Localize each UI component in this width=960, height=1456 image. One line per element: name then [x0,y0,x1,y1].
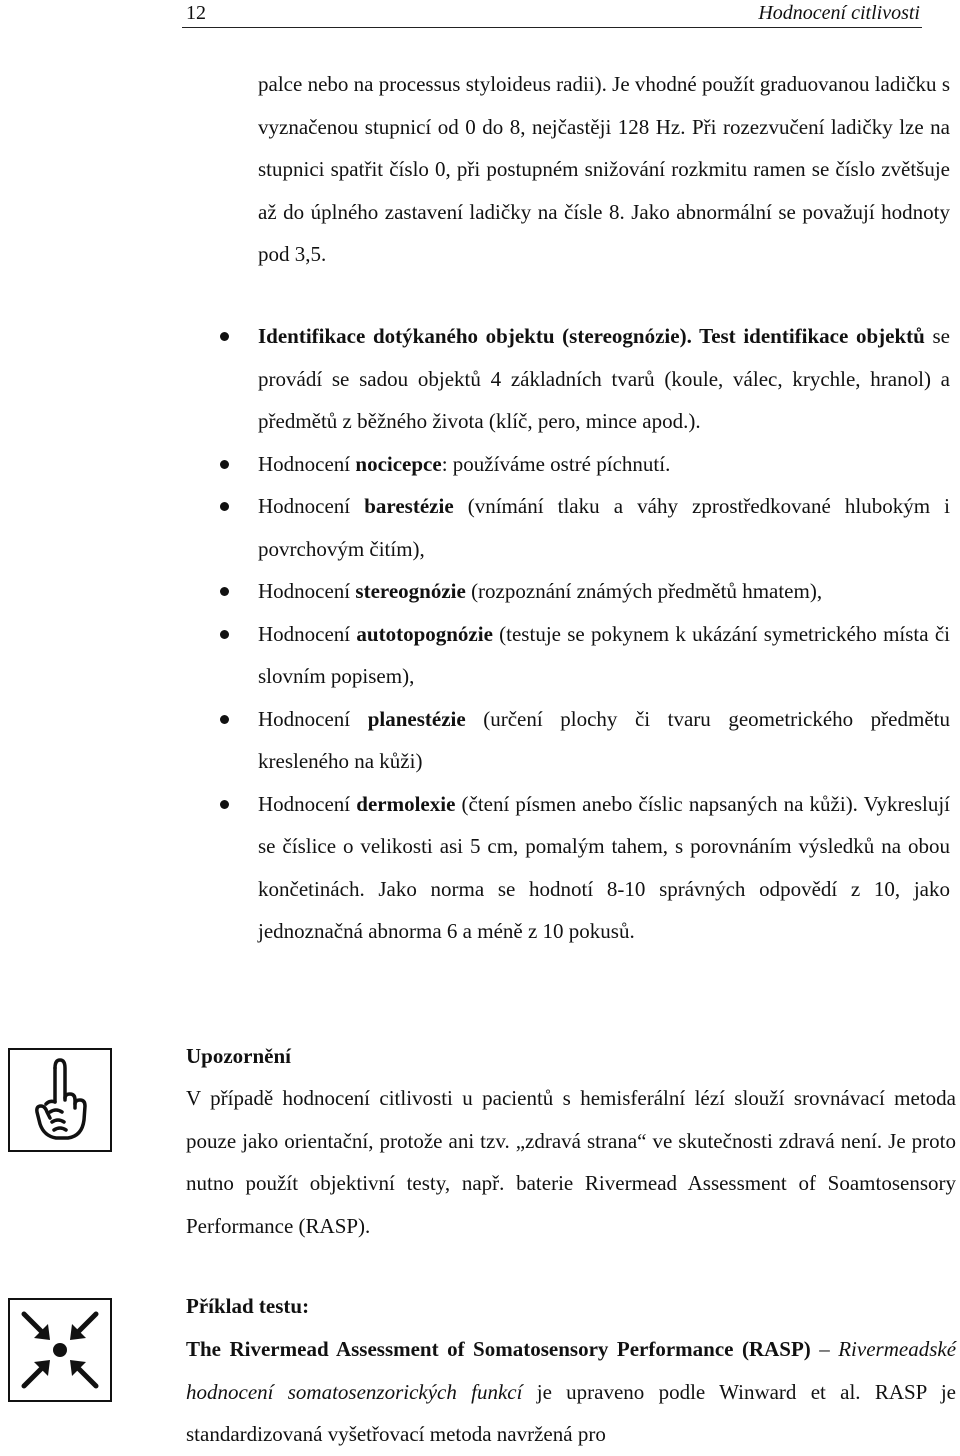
pointing-finger-icon [8,1048,112,1152]
list-item: Hodnocení planestézie (určení plochy či tvaru geometrického předmětu kresleného na kůži) [216,698,950,783]
warning-text: V případě hodnocení citlivosti u pacientů s hemisferální lézí slouží srovnávací metoda pouze jako orientační, protože ani tzv. „zdravá strana“ ve skutečnosti zdravá není. Je proto nutno použít objektivní testy, např. baterie Rivermead Assessment of Soamtosensory Performance (RASP). [186,1086,956,1238]
bullet-icon [220,715,229,724]
list-item: Identifikace dotýkaného objektu (stereognózie). Test identifikace objektů se provádí se sadou objektů 4 základních tvarů (koule, válec, krychle, hranol) a předmětů z běžného života (klíč, pero, mince apod.). [216,315,950,443]
header-title: Hodnocení citlivosti [758,2,920,24]
bullet-icon [220,587,229,596]
bullet-icon [220,630,229,639]
list-item: Hodnocení stereognózie (rozpoznání známých předmětů hmatem), [216,570,950,613]
converging-arrows-icon [8,1298,112,1402]
list-item: Hodnocení nocicepce: používáme ostré píchnutí. [216,443,950,486]
continuation-paragraph: palce nebo na processus styloideus radii). Je vhodné použít graduovanou ladičku s vyznačenou stupnicí od 0 do 8, nejčastěji 128 Hz. Při rozezvučení ladičky lze na stupnici spatřit číslo 0, při postupném snižování rozkmitu ramen se číslo zvětšuje až do úplného zastavení ladičky na čísle 8. Jako abnormální se považují hodnoty pod 3,5. [258,72,950,266]
list-item: Hodnocení dermolexie (čtení písmen anebo číslic napsaných na kůži). Vykreslují se číslice o velikosti asi 5 cm, pomalým tahem, s porovnáním výsledků na obou končetinách. Jako norma se hodnotí 8-10 správných odpovědí z 10, jako jednoznačná abnorma 6 a méně z 10 pokusů. [216,783,950,953]
bullet-icon [220,800,229,809]
page-header [182,0,922,28]
example-text: The Rivermead Assessment of Somatosensory Performance (RASP) – Rivermeadské hodnocení somatosenzorických funkcí je upraveno podle Winward et al. RASP je standardizovaná vyšetřovací metoda navržená pro [186,1337,957,1446]
example-title: Příklad testu: [186,1294,310,1318]
list-item: Hodnocení autotopognózie (testuje se pokynem k ukázání symetrického místa či slovním popisem), [216,613,950,698]
bullet-list [216,315,950,953]
warning-title: Upozornění [186,1044,291,1068]
bullet-icon [220,502,229,511]
bullet-icon [220,460,229,469]
list-item: Hodnocení barestézie (vnímání tlaku a váhy zprostředkované hlubokým i povrchovým čitím), [216,485,950,570]
page-number: 12 [186,2,206,24]
bullet-icon [220,332,229,341]
